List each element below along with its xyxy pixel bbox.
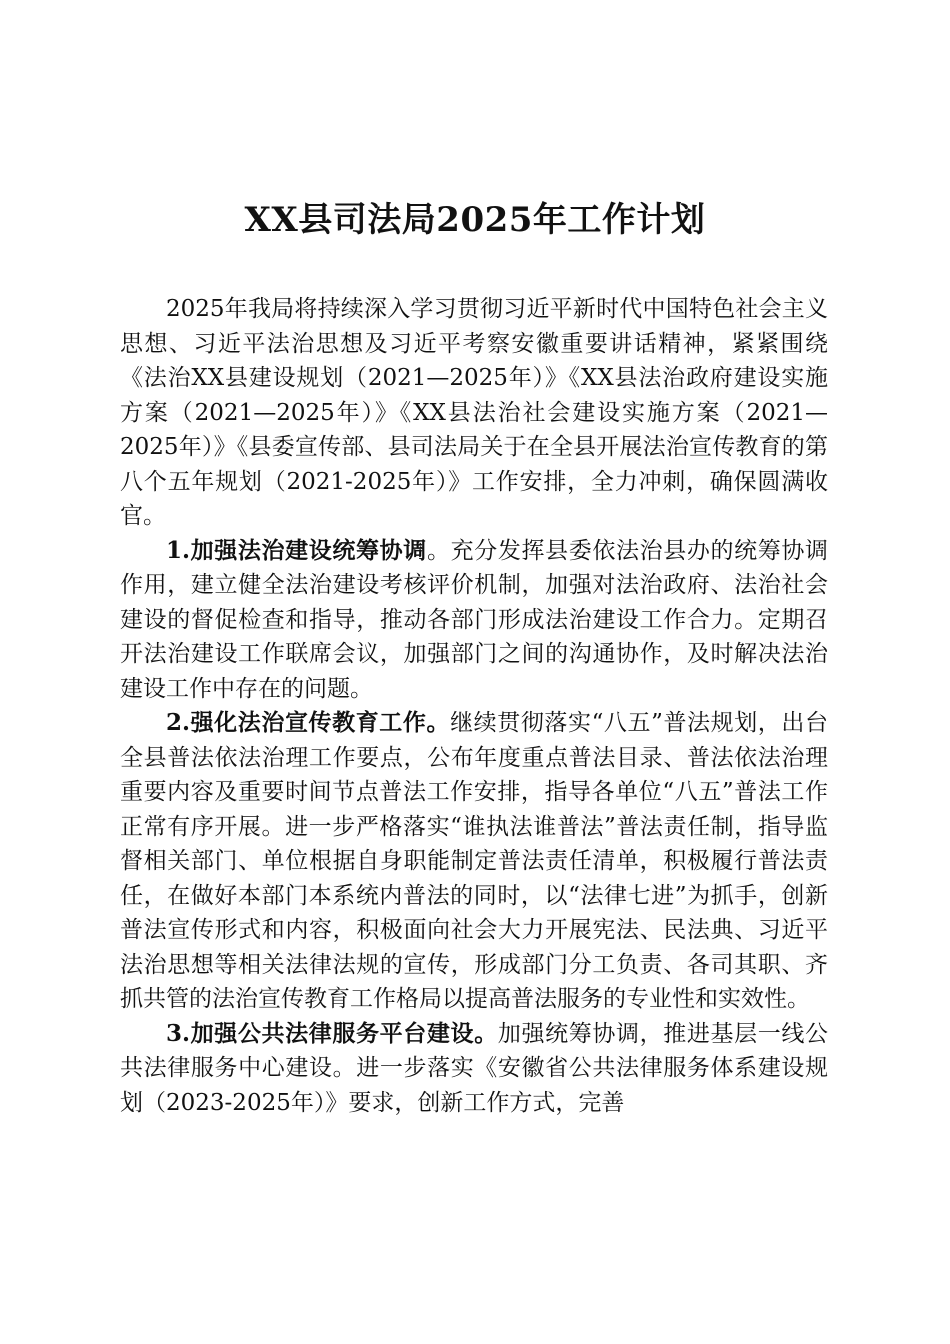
section-paragraph-3	[120, 1017, 828, 1121]
section-heading-2: 2.强化法治宣传教育工作。	[166, 709, 451, 736]
section-text-3: 加强统筹协调，推进基层一线公共法律服务中心建设。进一步落实《安徽省公共法律服务体系建设规划（2023-2025年）》要求，创新工作方式，完善	[120, 1020, 829, 1116]
section-heading-3: 3.加强公共法律服务平台建设。	[166, 1019, 498, 1047]
section-paragraph-2	[120, 706, 828, 1017]
section-heading-1: 1.加强法治建设统筹协调	[166, 536, 427, 564]
section-paragraph-1	[120, 534, 828, 707]
document-title: XX县司法局2025年工作计划	[244, 200, 706, 240]
intro-paragraph: 2025年我局将持续深入学习贯彻习近平新时代中国特色社会主义思想、习近平法治思想及习近平考察安徽重要讲话精神，紧紧围绕《法治XX县建设规划（2021—2025年）》《XX县法治政府建设实施方案（2021—2025年）》《XX县法治社会建设实施方案（2021—2025年）》《县委宣传部、县司法局关于在全县开展法治宣传教育的第八个五年规划（2021-2025年）》工作安排，全力冲刺，确保圆满收官。	[120, 296, 828, 529]
section-text-1: 。充分发挥县委依法治县办的统筹协调作用，建立健全法治建设考核评价机制，加强对法治政府、法治社会建设的督促检查和指导，推动各部门形成法治建设工作合力。定期召开法治建设工作联席会议，加强部门之间的沟通协作，及时解决法治建设工作中存在的问题。	[120, 537, 829, 702]
document-body	[120, 292, 828, 1120]
section-text-2: 继续贯彻落实“八五”普法规划，出台全县普法依法治理工作要点，公布年度重点普法目录、普法依法治理重要内容及重要时间节点普法工作安排，指导各单位“八五”普法工作正常有序开展。进一步严格落实“谁执法谁普法”普法责任制，指导监督相关部门、单位根据自身职能制定普法责任清单，积极履行普法责任，在做好本部门本系统内普法的同时，以“法律七进”为抓手，创新普法宣传形式和内容，积极面向社会大力开展宪法、民法典、习近平法治思想等相关法律法规的宣传，形成部门分工负责、各司其职、齐抓共管的法治宣传教育工作格局以提高普法服务的专业性和实效性。	[120, 710, 828, 1012]
